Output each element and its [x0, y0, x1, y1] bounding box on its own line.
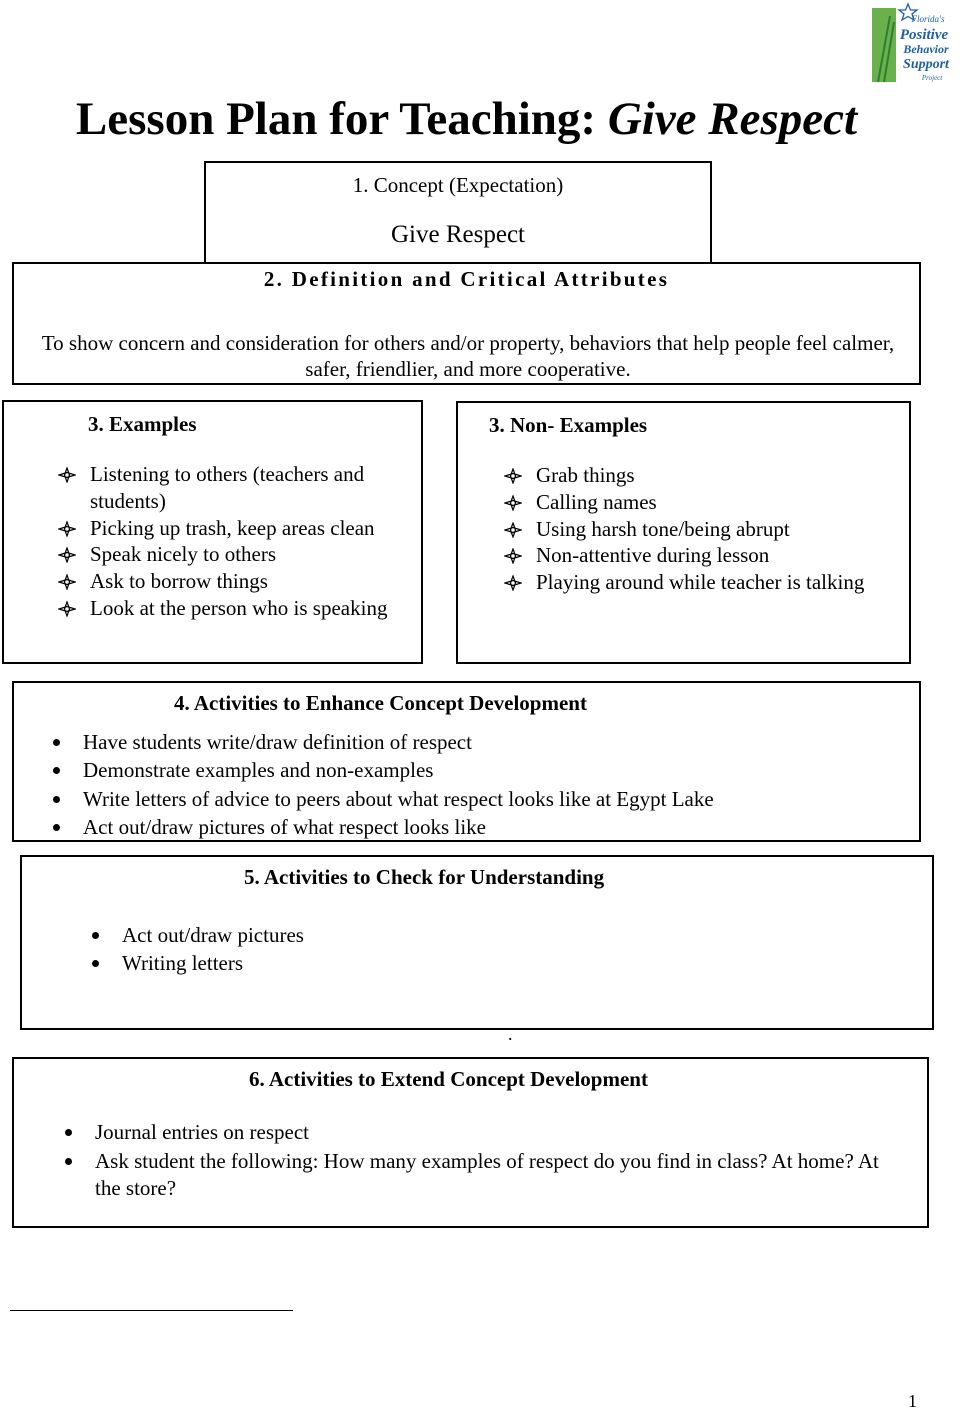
- list-item: Grab things: [504, 462, 904, 489]
- non-examples-heading: 3. Non- Examples: [489, 413, 648, 437]
- title-emphasis: Give Respect: [607, 93, 858, 145]
- footnote-divider: [10, 1310, 293, 1311]
- logo-line2: Positive: [899, 27, 949, 43]
- definition-text: To show concern and consideration for others and/or property, behaviors that help people feel calmer, safer, friendlier, and more cooperative.: [41, 331, 895, 381]
- list-item: Look at the person who is speaking: [58, 595, 418, 622]
- check-heading: 5. Activities to Check for Understanding: [244, 865, 605, 889]
- list-item: Picking up trash, keep areas clean: [58, 515, 418, 542]
- list-item: Act out/draw pictures: [89, 921, 304, 949]
- diamond-bullet-icon: [58, 601, 76, 617]
- logo-line3: Behavior: [903, 42, 949, 56]
- non-examples-box: [456, 401, 911, 664]
- examples-list: [58, 461, 418, 622]
- extend-list: [62, 1119, 902, 1201]
- diamond-bullet-icon: [504, 548, 522, 564]
- logo-line1: Florida's: [911, 14, 945, 24]
- concept-heading: 1. Concept (Expectation): [352, 173, 564, 197]
- list-item: Using harsh tone/being abrupt: [504, 516, 904, 543]
- examples-box: [2, 400, 423, 664]
- diamond-bullet-icon: [58, 467, 76, 483]
- fpbs-logo: [868, 2, 956, 84]
- definition-box: [12, 262, 921, 385]
- extend-activities-box: [12, 1057, 929, 1228]
- concept-box: [204, 161, 712, 271]
- list-item: Ask to borrow things: [58, 568, 418, 595]
- enhance-activities-box: [12, 681, 921, 842]
- concept-value: Give Respect: [391, 221, 525, 248]
- list-item: Speak nicely to others: [58, 541, 418, 568]
- page-number: 1: [908, 1391, 917, 1411]
- diamond-bullet-icon: [504, 468, 522, 484]
- list-item: Playing around while teacher is talking: [504, 569, 904, 596]
- logo-graphic: [868, 2, 956, 84]
- list-item: Writing letters: [89, 949, 304, 977]
- logo-line5: Project: [921, 74, 943, 82]
- extend-heading: 6. Activities to Extend Concept Development: [249, 1067, 648, 1091]
- examples-heading: 3. Examples: [88, 412, 197, 436]
- list-item: Have students write/draw definition of respect: [50, 728, 714, 756]
- diamond-bullet-icon: [504, 575, 522, 591]
- diamond-bullet-icon: [58, 521, 76, 537]
- diamond-bullet-icon: [504, 522, 522, 538]
- check-list: [89, 921, 304, 978]
- diamond-bullet-icon: [504, 495, 522, 511]
- list-item: Demonstrate examples and non-examples: [50, 756, 714, 784]
- list-item: Write letters of advice to peers about what respect looks like at Egypt Lake: [50, 785, 714, 813]
- list-item: Act out/draw pictures of what respect looks like: [50, 813, 714, 841]
- logo-line4: Support: [903, 57, 949, 72]
- page-title: [0, 88, 933, 150]
- check-activities-box: [20, 855, 934, 1030]
- enhance-heading: 4. Activities to Enhance Concept Development: [174, 691, 587, 715]
- stray-period: .: [508, 1024, 513, 1044]
- list-item: Non-attentive during lesson: [504, 542, 904, 569]
- diamond-bullet-icon: [58, 574, 76, 590]
- non-examples-list: [504, 462, 904, 596]
- list-item: Listening to others (teachers and students): [58, 461, 418, 515]
- title-prefix: Lesson Plan for Teaching:: [75, 93, 608, 145]
- list-item: Journal entries on respect: [62, 1119, 902, 1146]
- list-item: Ask student the following: How many examples of respect do you find in class? At home? At the store?: [62, 1148, 902, 1202]
- list-item: Calling names: [504, 489, 904, 516]
- diamond-bullet-icon: [58, 547, 76, 563]
- enhance-list: [50, 728, 714, 841]
- definition-heading: 2. Definition and Critical Attributes: [263, 267, 670, 291]
